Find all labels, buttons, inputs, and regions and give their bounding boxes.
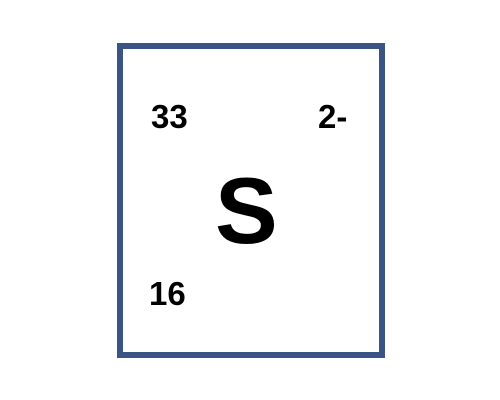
element-symbol: S <box>215 158 278 263</box>
element-box <box>117 43 385 358</box>
mass-number: 33 <box>151 98 188 135</box>
atomic-number: 16 <box>149 275 186 312</box>
ion-charge: 2- <box>318 98 348 135</box>
